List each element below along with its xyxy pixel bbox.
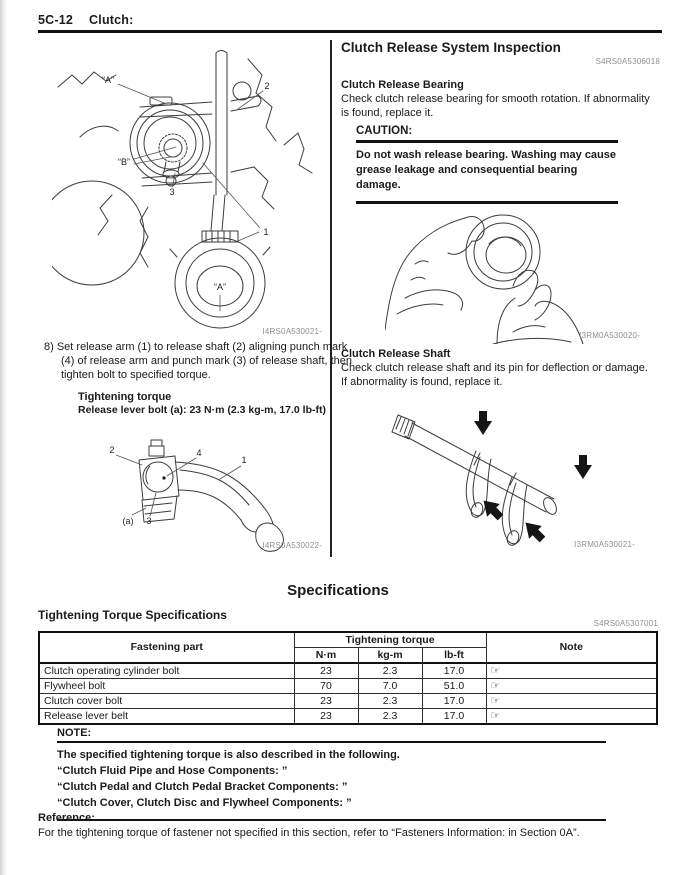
paragraph-code: S4RS0A5307001 — [593, 619, 658, 628]
figure-code: I4RS0A530021- — [262, 327, 322, 336]
tightening-torque-heading: Tightening torque — [78, 391, 172, 403]
step-8-instruction: 8) Set release arm (1) to release shaft (2) aligning punch mark (4) of release arm and punch mark (3) of release shaft, then tighten bolt to specified torque. — [44, 341, 353, 381]
callout-label: 4 — [196, 448, 202, 458]
col-header-tightening-torque: Tightening torque — [294, 632, 486, 648]
table-row — [39, 709, 657, 725]
callout-label: 2 — [264, 81, 270, 91]
figure-release-bearing-assembly — [52, 45, 322, 337]
cell-kgm: 2.3 — [358, 694, 422, 709]
figure-code: I3RM0A530021- — [574, 540, 635, 549]
cell-nm: 23 — [294, 694, 358, 709]
paragraph-code: S4RS0A5306018 — [595, 57, 660, 66]
section-title: Clutch: — [89, 13, 134, 27]
cell-kgm: 7.0 — [358, 679, 422, 694]
column-divider — [330, 40, 332, 557]
release-shaft-title: Clutch Release Shaft — [341, 348, 451, 360]
note-pointer-icon: ☞ — [486, 679, 657, 694]
callout-label: “B” — [118, 157, 130, 167]
note-pointer-icon: ☞ — [486, 663, 657, 679]
callout-label: 2 — [109, 445, 115, 455]
note-pointer-icon: ☞ — [486, 694, 657, 709]
callout-label: 1 — [263, 227, 269, 237]
caution-box — [356, 125, 618, 204]
note-line: The specified tightening torque is also described in the following. — [57, 749, 400, 761]
release-shaft-body-1: Check clutch release shaft and its pin for deflection or damage. — [341, 362, 648, 374]
note-rule-top — [57, 741, 606, 743]
inspection-heading: Clutch Release System Inspection — [341, 40, 561, 55]
release-bearing-body: Check clutch release bearing for smooth rotation. If abnormality is found, replace it. — [341, 93, 650, 120]
callout-label: (a) — [122, 516, 134, 526]
cell-part: Flywheel bolt — [39, 679, 294, 694]
cell-kgm: 2.3 — [358, 663, 422, 679]
callout-label: 3 — [169, 187, 175, 197]
note-label: NOTE: — [57, 727, 92, 739]
torque-specs-subtitle: Tightening Torque Specifications — [38, 608, 227, 622]
cell-kgm: 2.3 — [358, 709, 422, 725]
section-number: 5C-12 — [38, 13, 74, 27]
note-item: “Clutch Fluid Pipe and Hose Components: ” — [57, 764, 288, 777]
cell-nm: 23 — [294, 663, 358, 679]
note-block — [57, 727, 606, 821]
cell-nm: 23 — [294, 709, 358, 725]
cell-part: Clutch operating cylinder bolt — [39, 663, 294, 679]
page-header — [38, 13, 134, 27]
note-pointer-icon: ☞ — [486, 709, 657, 725]
cell-lbft: 51.0 — [422, 679, 486, 694]
reference-body: For the tightening torque of fastener not specified in this section, refer to “Fasteners Information: in Section 0A”. — [38, 827, 580, 839]
col-header-note: Note — [486, 632, 657, 663]
caution-body: Do not wash release bearing. Washing may cause grease leakage and consequential bearing damage. — [356, 149, 617, 191]
tightening-torque-spec: Release lever bolt (a): 23 N·m (2.3 kg-m, 17.0 lb-ft) — [78, 404, 326, 416]
cell-lbft: 17.0 — [422, 663, 486, 679]
note-item: “Clutch Cover, Clutch Disc and Flywheel Components: ” — [57, 796, 352, 809]
table-row — [39, 694, 657, 709]
note-item: “Clutch Pedal and Clutch Pedal Bracket Components: ” — [57, 780, 348, 793]
cell-nm: 70 — [294, 679, 358, 694]
release-bearing-title: Clutch Release Bearing — [341, 79, 464, 91]
specifications-title: Specifications — [287, 582, 389, 599]
callout-label: “A” — [214, 282, 226, 292]
col-header-kgm: kg-m — [358, 648, 422, 664]
cell-part: Release lever belt — [39, 709, 294, 725]
callout-label: 3 — [146, 516, 152, 526]
col-header-lbft: lb-ft — [422, 648, 486, 664]
reference-label: Reference: — [38, 812, 95, 824]
caution-label: CAUTION: — [356, 125, 413, 137]
callout-label: 1 — [241, 455, 247, 465]
table-row — [39, 663, 657, 679]
col-header-nm: N·m — [294, 648, 358, 664]
figure-release-shaft — [388, 407, 668, 555]
reference-block — [38, 812, 660, 839]
scan-edge-shadow — [0, 0, 8, 875]
header-rule — [38, 30, 662, 33]
figure-release-arm — [60, 432, 330, 554]
cell-lbft: 17.0 — [422, 709, 486, 725]
figure-code: I4RS0A530022- — [262, 541, 322, 550]
table-row — [39, 679, 657, 694]
release-shaft-text — [341, 361, 653, 389]
release-shaft-body-2: If abnormality is found, replace it. — [341, 376, 503, 389]
figure-hands-holding-bearing — [385, 202, 645, 344]
caution-rule-top — [356, 140, 618, 143]
col-header-fastening-part: Fastening part — [39, 632, 294, 663]
cell-part: Clutch cover bolt — [39, 694, 294, 709]
figure-code: I3RM0A530020- — [579, 331, 640, 340]
torque-spec-table — [38, 631, 658, 725]
callout-label: “A” — [102, 75, 114, 85]
cell-lbft: 17.0 — [422, 694, 486, 709]
